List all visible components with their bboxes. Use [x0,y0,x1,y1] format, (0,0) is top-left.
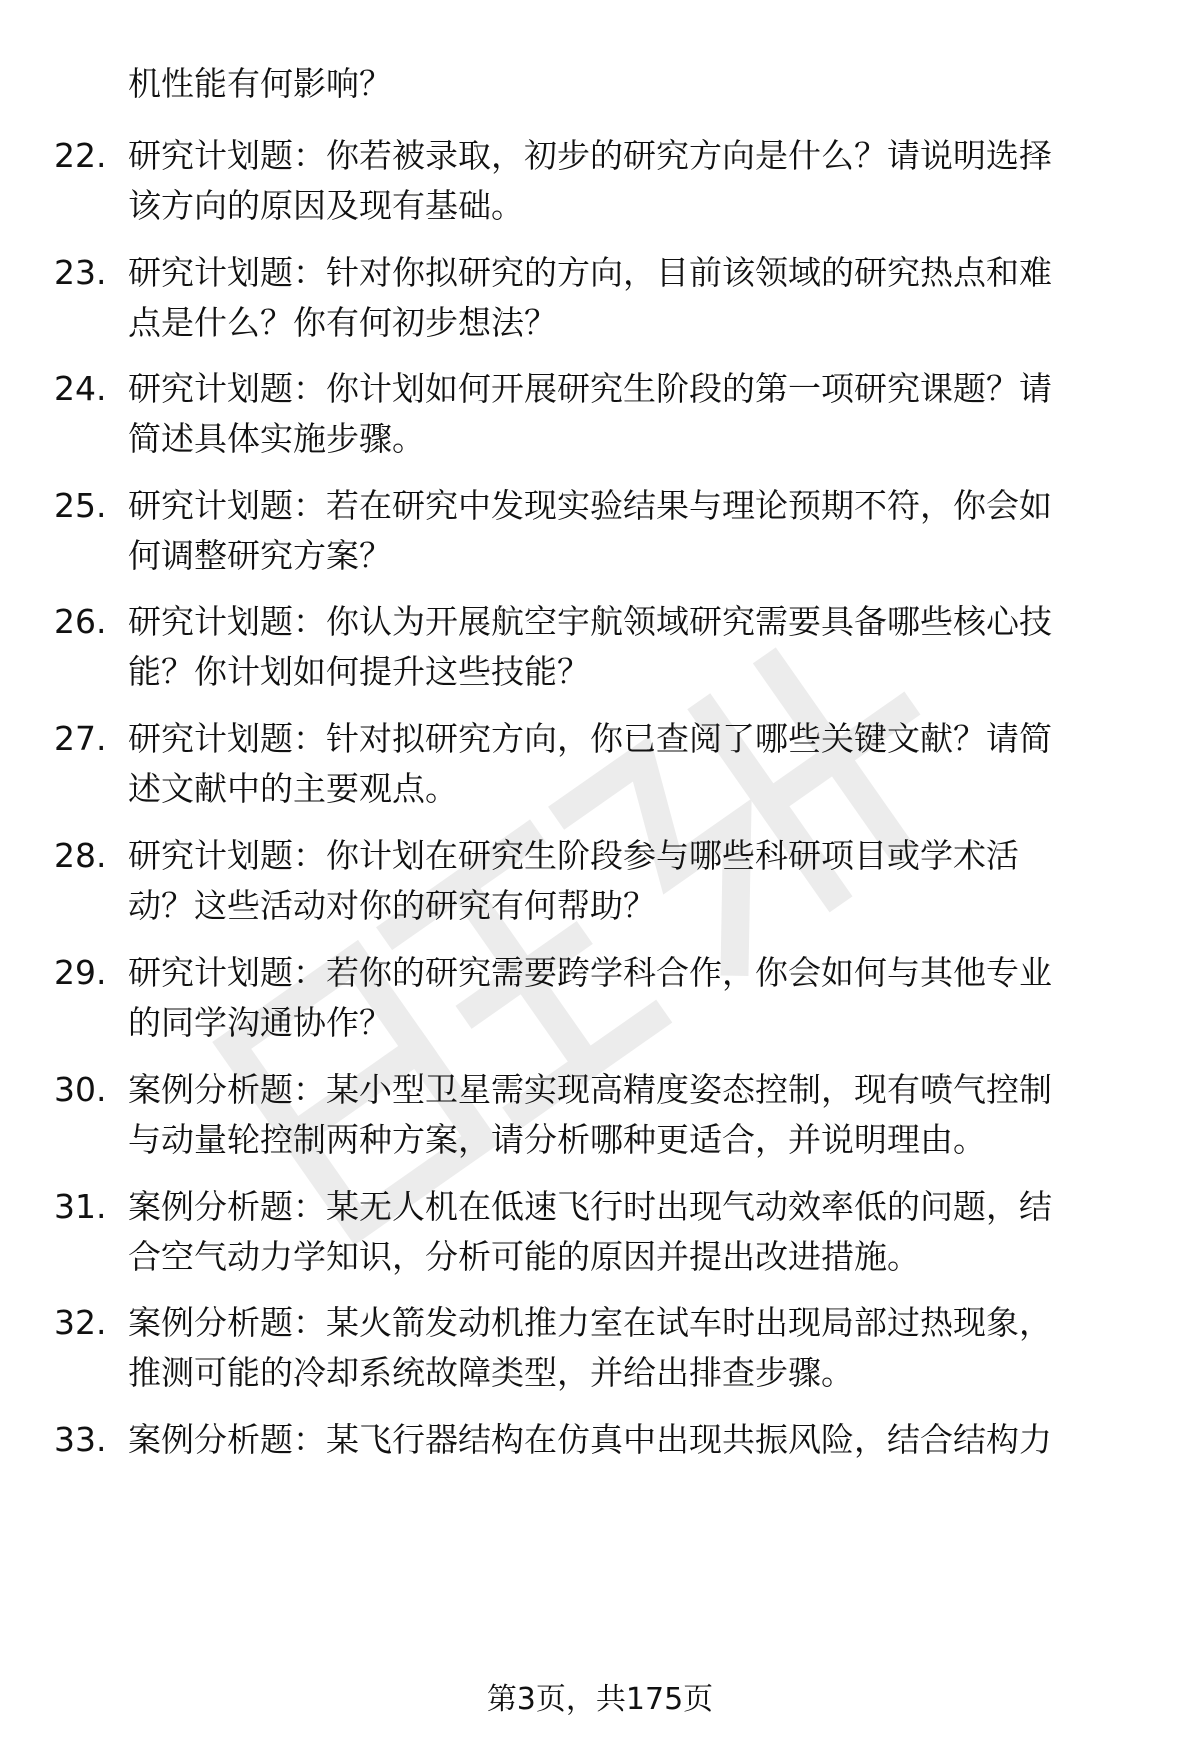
item-text-line: 案例分析题：某火箭发动机推力室在试车时出现局部过热现象， [128,1303,1052,1342]
item-text-line: 研究计划题：若在研究中发现实验结果与理论预期不符，你会如 [128,486,1052,525]
item-number: 24. [54,369,107,408]
item-text-line: 动？这些活动对你的研究有何帮助？ [128,886,656,925]
item-number: 29. [54,953,107,992]
item-text-line: 研究计划题：你若被录取，初步的研究方向是什么？请说明选择 [128,136,1052,175]
item-number: 26. [54,602,107,641]
item-text-line: 能？你计划如何提升这些技能？ [128,652,590,691]
item-number: 25. [54,486,107,525]
item-text-line: 该方向的原因及现有基础。 [128,186,524,225]
item-text-line: 何调整研究方案？ [128,536,392,575]
item-text-line: 案例分析题：某小型卫星需实现高精度姿态控制，现有喷气控制 [128,1070,1052,1109]
item-text-line: 研究计划题：你计划在研究生阶段参与哪些科研项目或学术活 [128,836,1019,875]
continuation-text: 机性能有何影响？ [128,64,392,103]
item-number: 30. [54,1070,107,1109]
page-footer: 第3页，共175页 [486,1682,714,1717]
item-number: 28. [54,836,107,875]
item-text-line: 述文献中的主要观点。 [128,769,458,808]
item-text-line: 案例分析题：某无人机在低速飞行时出现气动效率低的问题，结 [128,1187,1052,1226]
item-text-line: 合空气动力学知识，分析可能的原因并提出改进措施。 [128,1237,920,1276]
item-number: 32. [54,1303,107,1342]
item-text-line: 简述具体实施步骤。 [128,419,425,458]
item-text-line: 研究计划题：针对拟研究方向，你已查阅了哪些关键文献？请简 [128,719,1052,758]
item-number: 27. [54,719,107,758]
item-text-line: 点是什么？你有何初步想法？ [128,303,557,342]
item-text-line: 研究计划题：你认为开展航空宇航领域研究需要具备哪些核心技 [128,602,1052,641]
item-text-line: 案例分析题：某飞行器结构在仿真中出现共振风险，结合结构力 [128,1420,1052,1459]
item-number: 31. [54,1187,107,1226]
item-text-line: 与动量轮控制两种方案，请分析哪种更适合，并说明理由。 [128,1120,986,1159]
item-number: 33. [54,1420,107,1459]
item-text-line: 研究计划题：若你的研究需要跨学科合作，你会如何与其他专业 [128,953,1052,992]
item-text-line: 研究计划题：针对你拟研究的方向，目前该领域的研究热点和难 [128,253,1052,292]
item-number: 23. [54,253,107,292]
item-number: 22. [54,136,107,175]
item-text-line: 推测可能的冷却系统故障类型，并给出排查步骤。 [128,1353,854,1392]
item-text-line: 研究计划题：你计划如何开展研究生阶段的第一项研究课题？请 [128,369,1052,408]
item-text-line: 的同学沟通协作？ [128,1003,392,1042]
